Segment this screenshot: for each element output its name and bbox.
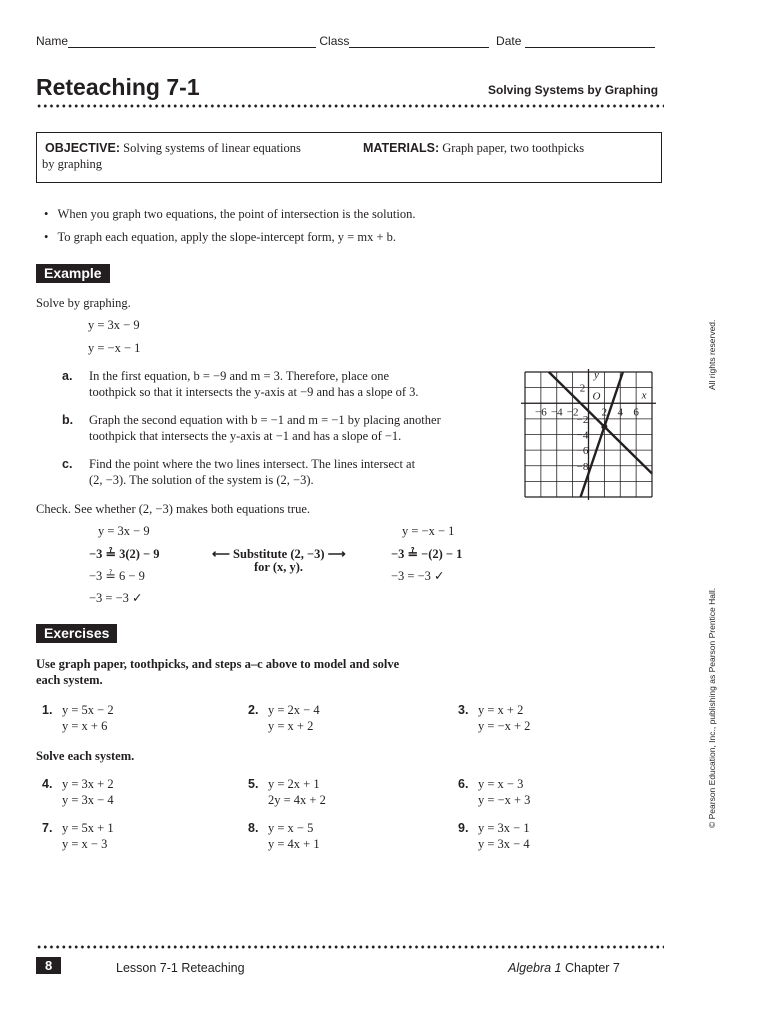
check-right-line: y = −x − 1 bbox=[402, 524, 455, 538]
example-graph bbox=[500, 365, 665, 505]
bullet-2: • To graph each equation, apply the slope-intercept form, y = mx + b. bbox=[44, 230, 397, 244]
rights-notice: All rights reserved. bbox=[707, 319, 717, 390]
exercise-item bbox=[248, 777, 326, 807]
check-left-line: −3 ≟ 6 − 9 bbox=[89, 569, 145, 583]
page-number: 8 bbox=[36, 957, 61, 974]
page-subtitle: Solving Systems by Graphing bbox=[488, 83, 659, 97]
exercise-eq-2: y = x + 2 bbox=[268, 719, 314, 733]
objective-box bbox=[36, 132, 662, 183]
substitute-note: ⟵ Substitute (2, −3) ⟶ bbox=[212, 547, 346, 561]
book-title: Algebra 1 bbox=[508, 961, 562, 975]
step-text: toothpick that intersects the y-axis at −1 and has a slope of −1. bbox=[89, 429, 402, 443]
exercise-eq-2: y = x + 6 bbox=[62, 719, 108, 733]
bullet-1: • When you graph two equations, the point of intersection is the solution. bbox=[44, 207, 416, 221]
chapter: Chapter 7 bbox=[561, 961, 620, 975]
date-label: Date bbox=[496, 34, 522, 48]
objective-label: OBJECTIVE: bbox=[45, 141, 121, 155]
exercise-eq-1: y = 5x − 2 bbox=[62, 703, 114, 717]
x-tick-label: −2 bbox=[566, 406, 579, 419]
exercise-item bbox=[42, 777, 114, 807]
substitute-text-2: for (x, y). bbox=[254, 560, 304, 574]
y-tick-label: −8 bbox=[576, 460, 589, 473]
exercise-item bbox=[42, 821, 114, 851]
exercise-eq-2: y = x − 3 bbox=[62, 837, 108, 851]
exercise-eq-1: y = 3x + 2 bbox=[62, 777, 114, 791]
exercise-item bbox=[248, 703, 320, 733]
exercise-eq-2: y = −x + 2 bbox=[478, 719, 531, 733]
exercise-item bbox=[248, 821, 320, 851]
exercises-tag: Exercises bbox=[36, 624, 117, 643]
check-intro: Check. See whether (2, −3) makes both equations true. bbox=[36, 502, 310, 516]
exercise-eq-1: y = x − 5 bbox=[268, 821, 314, 835]
x-tick-label: 2 bbox=[601, 406, 608, 419]
exercise-number: 3. bbox=[458, 703, 469, 717]
exercise-eq-2: y = 3x − 4 bbox=[478, 837, 530, 851]
step-text: In the first equation, b = −9 and m = 3. Therefore, place one bbox=[89, 369, 389, 383]
check-left-line: −3 ≟ 3(2) − 9 bbox=[89, 547, 160, 561]
footer-lesson: Lesson 7-1 Reteaching bbox=[116, 961, 245, 975]
y-tick-label: −4 bbox=[576, 429, 589, 442]
intersection-point bbox=[601, 424, 607, 430]
bullet-text: To graph each equation, apply the slope-intercept form, y = mx + b. bbox=[57, 230, 397, 244]
exercise-eq-1: y = x + 2 bbox=[478, 703, 524, 717]
exercise-eq-1: y = 2x + 1 bbox=[268, 777, 320, 791]
step-label: c. bbox=[62, 457, 73, 471]
objective-text: Solving systems of linear equations bbox=[123, 141, 301, 155]
exercise-number: 9. bbox=[458, 821, 469, 835]
origin-label: O bbox=[592, 390, 601, 403]
step-text: toothpick so that it intersects the y-axis at −9 and has a slope of 3. bbox=[89, 385, 419, 399]
example-tag: Example bbox=[36, 264, 110, 283]
exercise-number: 7. bbox=[42, 821, 53, 835]
exercise-eq-2: 2y = 4x + 2 bbox=[268, 793, 326, 807]
y-tick-label: −2 bbox=[576, 413, 589, 426]
check-left-line: y = 3x − 9 bbox=[98, 524, 150, 538]
footer-divider bbox=[36, 945, 664, 949]
step-label: b. bbox=[62, 413, 74, 427]
y-tick-label: 2 bbox=[579, 382, 586, 395]
x-tick-label: 4 bbox=[617, 406, 623, 419]
name-label: Name bbox=[36, 34, 69, 48]
solve-label: Solve each system. bbox=[36, 749, 135, 763]
substitute-text: Substitute (2, −3) bbox=[233, 547, 325, 561]
x-axis-label: x bbox=[641, 389, 647, 402]
materials-label: MATERIALS: bbox=[363, 141, 440, 155]
exercise-number: 4. bbox=[42, 777, 53, 791]
copyright-notice: © Pearson Education, Inc., publishing as Pearson Prentice Hall. bbox=[707, 587, 717, 828]
exercise-number: 1. bbox=[42, 703, 53, 717]
exercise-item bbox=[458, 703, 531, 733]
step-text: (2, −3). The solution of the system is (2, −3). bbox=[89, 473, 314, 487]
class-label: Class bbox=[319, 34, 350, 48]
footer-book bbox=[508, 961, 620, 975]
exercises-instructions-2: each system. bbox=[36, 673, 103, 687]
step-label: a. bbox=[62, 369, 73, 383]
exercise-eq-2: y = −x + 3 bbox=[478, 793, 531, 807]
example-eq-1: y = 3x − 9 bbox=[88, 318, 140, 332]
x-tick-label: −6 bbox=[535, 406, 547, 419]
exercise-eq-1: y = 5x + 1 bbox=[62, 821, 114, 835]
page-title: Reteaching 7-1 bbox=[36, 74, 200, 100]
y-tick-label: −6 bbox=[576, 445, 589, 458]
exercise-number: 8. bbox=[248, 821, 259, 835]
name-field[interactable] bbox=[36, 34, 655, 48]
exercise-eq-1: y = 2x − 4 bbox=[268, 703, 320, 717]
x-tick-label: −4 bbox=[550, 406, 563, 419]
bullet-text: When you graph two equations, the point of intersection is the solution. bbox=[57, 207, 416, 221]
exercise-number: 5. bbox=[248, 777, 259, 791]
exercise-number: 6. bbox=[458, 777, 469, 791]
check-left-line: −3 = −3 ✓ bbox=[89, 591, 143, 605]
exercise-item bbox=[458, 777, 531, 807]
check-right-line: −3 = −3 ✓ bbox=[391, 569, 445, 583]
exercise-eq-1: y = x − 3 bbox=[478, 777, 524, 791]
x-tick-label: 6 bbox=[633, 406, 639, 419]
exercise-eq-2: y = 3x − 4 bbox=[62, 793, 114, 807]
exercises-instructions: Use graph paper, toothpicks, and steps a–c above to model and solve bbox=[36, 657, 400, 671]
exercise-item bbox=[42, 703, 114, 733]
example-eq-2: y = −x − 1 bbox=[88, 341, 141, 355]
divider bbox=[36, 104, 664, 108]
example-intro: Solve by graphing. bbox=[36, 296, 131, 310]
exercise-eq-2: y = 4x + 1 bbox=[268, 837, 320, 851]
step-text: Find the point where the two lines intersect. The lines intersect at bbox=[89, 457, 416, 471]
exercise-number: 2. bbox=[248, 703, 259, 717]
step-text: Graph the second equation with b = −1 and m = −1 by placing another bbox=[89, 413, 441, 427]
check-right-line: −3 ≟ −(2) − 1 bbox=[391, 547, 463, 561]
objective-text-2: by graphing bbox=[42, 157, 103, 171]
y-axis-label: y bbox=[593, 369, 599, 382]
materials-text: Graph paper, two toothpicks bbox=[442, 141, 585, 155]
exercise-item bbox=[458, 821, 530, 851]
exercise-eq-1: y = 3x − 1 bbox=[478, 821, 530, 835]
